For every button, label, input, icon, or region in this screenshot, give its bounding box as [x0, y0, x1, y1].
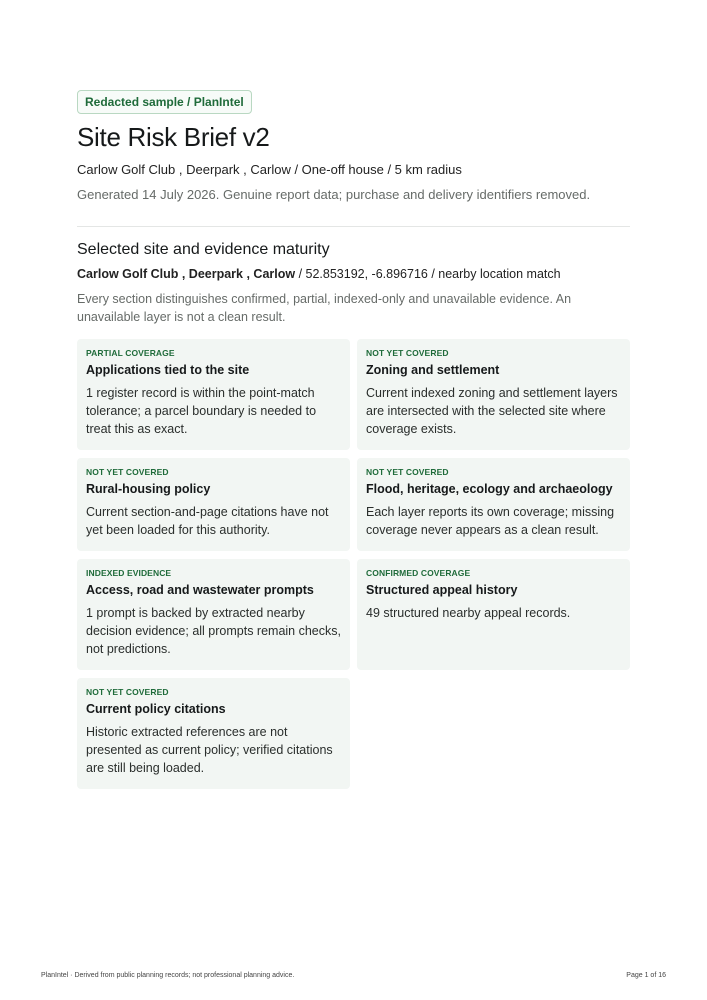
card-heading: Zoning and settlement — [366, 363, 500, 377]
card-body: Historic extracted references are not presented as current policy; verified citations are still being loaded. — [86, 725, 333, 775]
card-body: 49 structured nearby appeal records. — [366, 606, 571, 620]
card-body: Current section-and-page citations have not yet been loaded for this authority. — [86, 505, 329, 537]
section-title: Selected site and evidence maturity — [77, 241, 330, 258]
evidence-card-zoning — [357, 339, 630, 450]
header-divider — [77, 226, 630, 227]
card-body: Each layer reports its own coverage; missing coverage never appears as a clean result. — [366, 505, 615, 537]
card-status: INDEXED EVIDENCE — [86, 568, 172, 578]
section-intro: Every section distinguishes confirmed, partial, indexed-only and unavailable evidence. An unavailable layer is not a clean result. — [77, 292, 572, 324]
card-heading: Current policy citations — [86, 702, 226, 716]
site-line — [77, 266, 630, 282]
report-page — [77, 90, 630, 789]
evidence-grid — [77, 339, 630, 789]
card-status: NOT YET COVERED — [86, 687, 169, 697]
generated-note: Generated 14 July 2026. Genuine report data; purchase and delivery identifiers removed. — [77, 187, 591, 202]
footer-disclaimer: PlanIntel · Derived from public planning records; not professional planning advice. — [41, 972, 295, 979]
card-status: CONFIRMED COVERAGE — [366, 568, 471, 578]
card-status: NOT YET COVERED — [366, 467, 449, 477]
card-status: PARTIAL COVERAGE — [86, 348, 175, 358]
evidence-card-applications — [77, 339, 350, 450]
evidence-card-flood-heritage — [357, 458, 630, 551]
evidence-card-access-road — [77, 559, 350, 670]
card-body: 1 register record is within the point-match tolerance; a parcel boundary is needed to treat this as exact. — [86, 386, 317, 436]
evidence-card-rural-housing — [77, 458, 350, 551]
card-body: Current indexed zoning and settlement layers are intersected with the selected site where coverage exists. — [366, 386, 618, 436]
page-number: Page 1 of 16 — [626, 972, 666, 979]
card-body: 1 prompt is backed by extracted nearby decision evidence; all prompts remain checks, not predictions. — [86, 606, 341, 656]
site-details: / 52.853192, -6.896716 / nearby location match — [295, 267, 561, 281]
card-heading: Rural-housing policy — [86, 482, 211, 496]
card-heading: Flood, heritage, ecology and archaeology — [366, 482, 613, 496]
card-status: NOT YET COVERED — [366, 348, 449, 358]
report-subtitle: Carlow Golf Club , Deerpark , Carlow / One-off house / 5 km radius — [77, 162, 462, 177]
site-name: Carlow Golf Club , Deerpark , Carlow — [77, 267, 296, 281]
card-heading: Access, road and wastewater prompts — [86, 583, 314, 597]
evidence-card-appeal-history — [357, 559, 630, 670]
card-heading: Structured appeal history — [366, 583, 518, 597]
evidence-card-policy-citations — [77, 678, 350, 789]
card-heading: Applications tied to the site — [86, 363, 250, 377]
sample-badge: Redacted sample / PlanIntel — [77, 90, 252, 114]
card-status: NOT YET COVERED — [86, 467, 169, 477]
page-title: Site Risk Brief v2 — [77, 122, 270, 152]
